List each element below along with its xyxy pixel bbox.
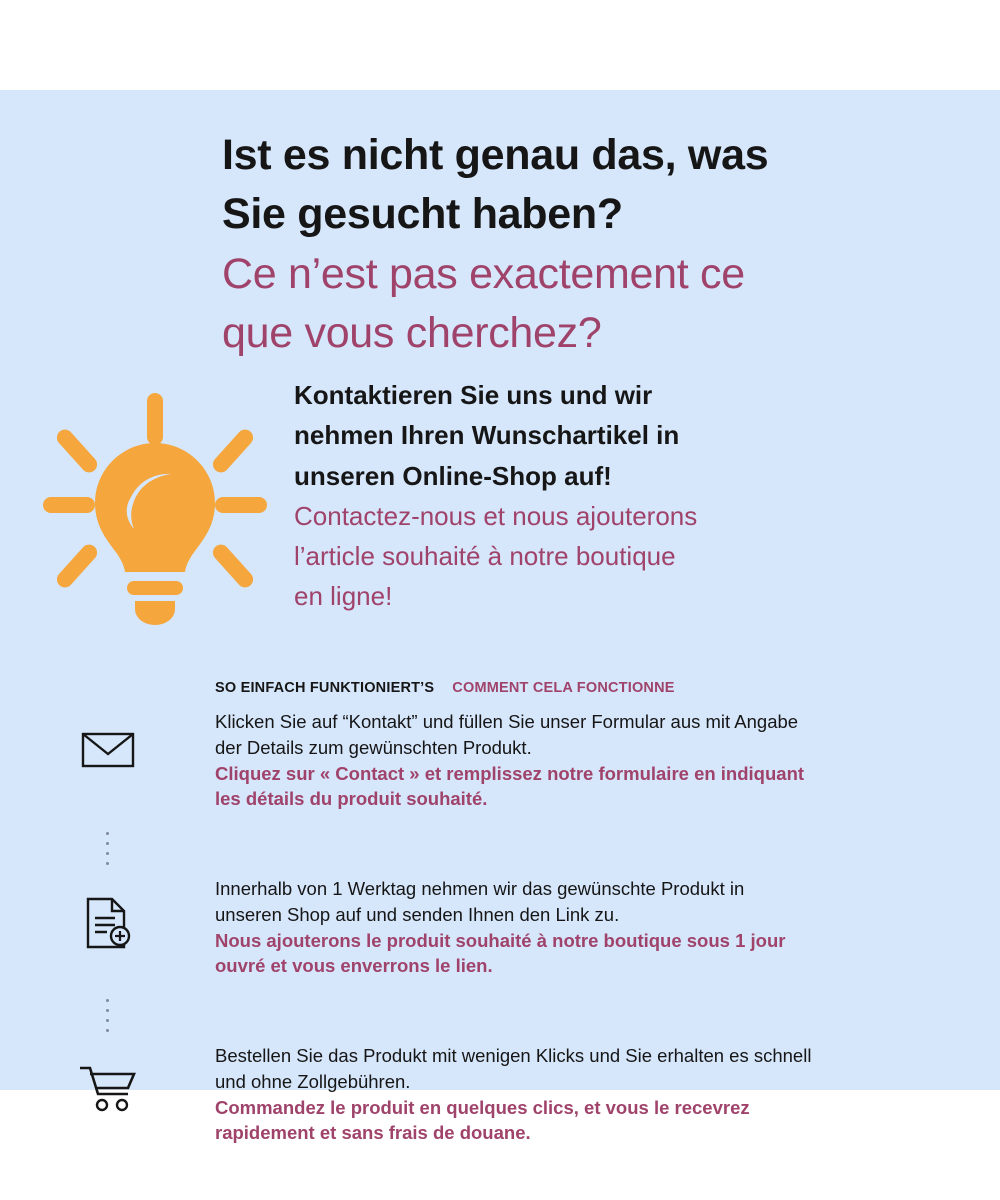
intro-fr-line2: l’article souhaité à notre boutique: [294, 541, 676, 572]
intro-fr-line3: en ligne!: [294, 581, 393, 612]
list-item: [0, 875, 1000, 995]
step-de-line2: der Details zum gewünschten Produkt.: [215, 736, 532, 758]
shopping-cart-icon: [78, 1064, 138, 1112]
intro-row: [0, 375, 1000, 645]
intro-de-line2: nehmen Ihren Wunschartikel in: [294, 420, 680, 451]
headline-fr-line1: Ce n’est pas exactement ce: [222, 249, 745, 298]
intro-de-line3: unseren Online-Shop auf!: [294, 460, 612, 491]
step-de-line1: Bestellen Sie das Produkt mit wenigen Klicks und Sie erhalten es schnell: [215, 1045, 812, 1066]
step-de-line2: und ohne Zollgebühren.: [215, 1070, 411, 1092]
step-text-cell: [215, 708, 1000, 812]
lightbulb-icon: [35, 385, 275, 635]
steps-list: [0, 708, 1000, 1162]
step-fr-line2: ouvré et vous enverrons le lien.: [215, 954, 493, 976]
step-de-line2: unseren Shop auf und senden Ihnen den Link zu.: [215, 903, 620, 925]
step-de-line1: Klicken Sie auf “Kontakt” und füllen Sie unser Formular aus mit Angabe: [215, 711, 799, 732]
headline-de-line1: Ist es nicht genau das, was: [222, 131, 769, 179]
steps-header-de: SO EINFACH FUNKTIONIERT’S: [215, 680, 435, 696]
step-icon-cell: [0, 708, 215, 770]
step-icon-cell: [0, 875, 215, 949]
list-item: [0, 708, 1000, 828]
document-add-icon: [84, 897, 132, 949]
step-fr-line1: Commandez le produit en quelques clics, et vous le recevrez: [215, 1096, 750, 1118]
step-fr-line1: Nous ajouterons le produit souhaité à notre boutique sous 1 jour: [215, 929, 786, 951]
list-item: [0, 1042, 1000, 1162]
step-connector-dots: [0, 995, 215, 1042]
step-text-cell: [215, 875, 1000, 979]
promo-banner: [0, 90, 1000, 1143]
step-fr-line2: les détails du produit souhaité.: [215, 787, 488, 809]
steps-header: [215, 680, 675, 696]
headline-de-line2: Sie gesucht haben?: [222, 190, 623, 239]
intro-fr-line1: Contactez-nous et nous ajouterons: [294, 500, 698, 531]
step-text-cell: [215, 1042, 1000, 1146]
envelope-icon: [81, 730, 135, 770]
headline-fr-line2: que vous cherchez?: [222, 308, 602, 357]
step-icon-cell: [0, 1042, 215, 1112]
step-fr-line1: Cliquez sur « Contact » et remplissez notre formulaire en indiquant: [215, 762, 805, 784]
steps-header-fr: COMMENT CELA FONCTIONNE: [452, 680, 675, 696]
intro-de-line1: Kontaktieren Sie uns und wir: [294, 380, 653, 410]
step-connector-dots: [0, 828, 215, 875]
step-de-line1: Innerhalb von 1 Werktag nehmen wir das gewünschte Produkt in: [215, 878, 745, 899]
intro-text-block: [294, 375, 914, 617]
step-fr-line2: rapidement et sans frais de douane.: [215, 1121, 531, 1143]
headline-block: [222, 126, 922, 363]
